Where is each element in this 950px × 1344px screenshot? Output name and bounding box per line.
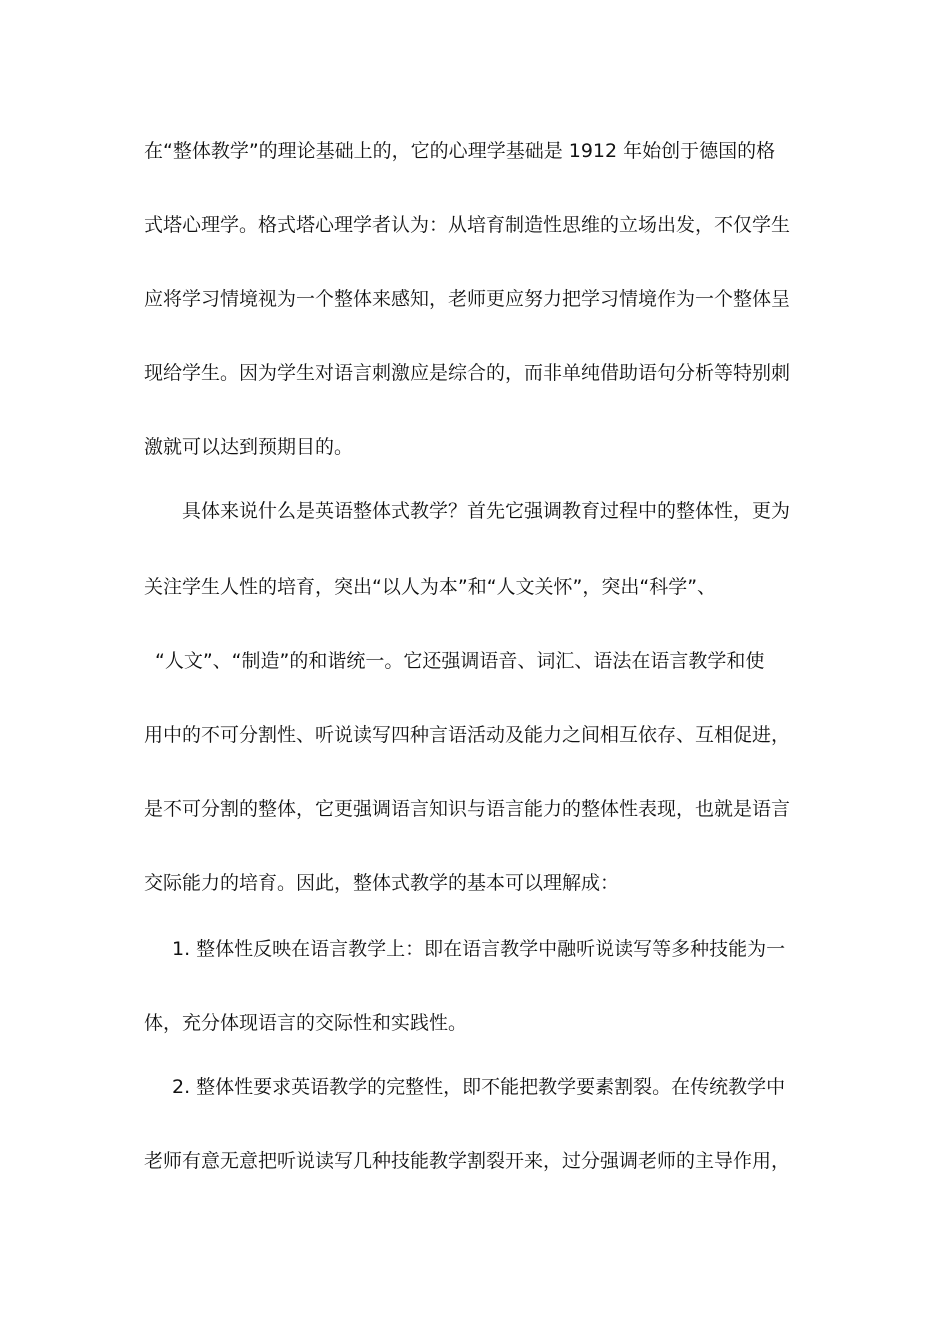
paragraph-line-4: 现给学生。因为学生对语言刺激应是综合的，而非单纯借助语句分析等特别刺	[144, 362, 791, 384]
paragraph-line-3: 应将学习情境视为一个整体来感知，老师更应努力把学习情境作为一个整体呈	[144, 288, 791, 310]
paragraph-line-9: 用中的不可分割性、听说读写四种言语活动及能力之间相互依存、互相促进，	[144, 724, 791, 746]
paragraph-line-1: 在“整体教学”的理论基础上的，它的心理学基础是 1912 年始创于德国的格	[144, 140, 776, 162]
paragraph-line-8: “人文”、“制造”的和谐统一。它还强调语音、词汇、语法在语言教学和使	[155, 650, 765, 672]
list-item-1-line-2: 体，充分体现语言的交际性和实践性。	[144, 1012, 468, 1034]
paragraph-line-5: 激就可以达到预期目的。	[144, 436, 354, 458]
paragraph-line-10: 是不可分割的整体，它更强调语言知识与语言能力的整体性表现，也就是语言	[144, 798, 791, 820]
paragraph-line-11: 交际能力的培育。因此，整体式教学的基本可以理解成：	[144, 872, 620, 894]
list-item-1-line-1: 1. 整体性反映在语言教学上：即在语言教学中融听说读写等多种技能为一	[172, 938, 786, 960]
paragraph-line-7: 关注学生人性的培育，突出“以人为本”和“人文关怀”，突出“科学”、	[144, 576, 717, 598]
list-item-2-line-2: 老师有意无意把听说读写几种技能教学割裂开来，过分强调老师的主导作用，	[144, 1150, 791, 1172]
paragraph-line-6: 具体来说什么是英语整体式教学？首先它强调教育过程中的整体性，更为	[182, 500, 791, 522]
list-item-2-line-1: 2. 整体性要求英语教学的完整性，即不能把教学要素割裂。在传统教学中	[172, 1076, 786, 1098]
paragraph-line-2: 式塔心理学。格式塔心理学者认为：从培育制造性思维的立场出发，不仅学生	[144, 214, 791, 236]
